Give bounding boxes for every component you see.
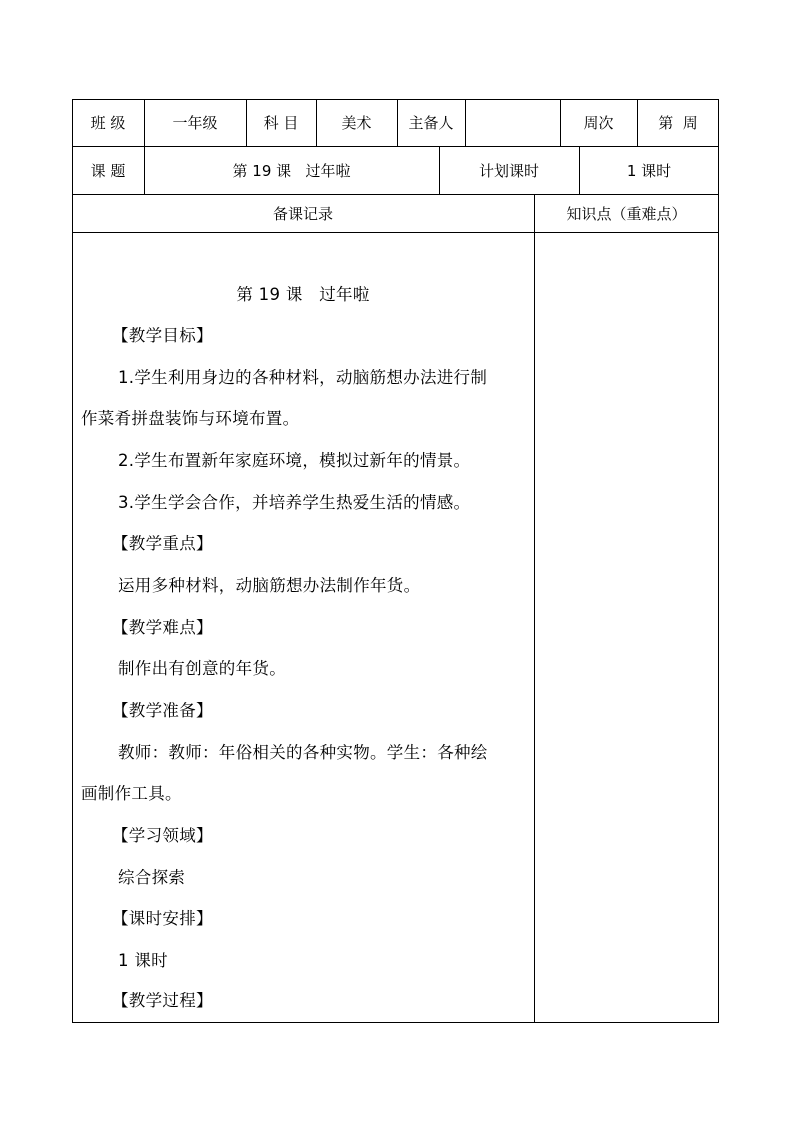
key-points-heading: 【教学重点】 — [112, 534, 213, 553]
subject-label: 科 目 — [263, 114, 299, 132]
objective-1-line2: 作菜肴拼盘装饰与环境布置。 — [81, 409, 300, 428]
planned-hours-label: 计划课时 — [478, 161, 539, 180]
topic-label: 课 题 — [90, 161, 126, 180]
objective-2: 2.学生布置新年家庭环境，模拟过新年的情景。 — [118, 451, 471, 470]
learning-domain-heading: 【学习领域】 — [112, 826, 213, 845]
lesson-title: 第 19 课 过年啦 — [236, 285, 370, 304]
preparer-label: 主备人 — [408, 114, 454, 132]
objective-3: 3.学生学会合作，并培养学生热爱生活的情感。 — [118, 493, 471, 512]
schedule-text: 1 课时 — [118, 951, 168, 970]
week-value: 第 周 — [658, 114, 698, 132]
topic-value: 第 19 课 过年啦 — [232, 161, 351, 180]
planned-hours-value: 1 课时 — [626, 161, 672, 180]
objective-1-line1: 1.学生利用身边的各种材料，动脑筋想办法进行制 — [118, 368, 488, 387]
process-heading: 【教学过程】 — [112, 991, 213, 1010]
subject-value: 美术 — [341, 114, 372, 132]
preparer-value — [465, 99, 560, 146]
difficulty-heading: 【教学难点】 — [112, 618, 213, 637]
lesson-record-content — [72, 234, 534, 1023]
preparation-line2: 画制作工具。 — [81, 784, 182, 803]
learning-domain-text: 综合探索 — [118, 868, 186, 887]
lesson-plan-table — [72, 99, 719, 1023]
lesson-record-header: 备课记录 — [272, 204, 333, 223]
preparation-line1: 教师：教师：年俗相关的各种实物。学生：各种绘 — [118, 743, 488, 762]
objectives-heading: 【教学目标】 — [112, 326, 213, 345]
class-label: 班 级 — [90, 114, 126, 132]
knowledge-points-column — [534, 233, 719, 1022]
class-value: 一年级 — [172, 114, 218, 132]
difficulty-text: 制作出有创意的年货。 — [118, 659, 286, 678]
knowledge-points-header: 知识点（重难点） — [566, 204, 687, 223]
key-points-text: 运用多种材料，动脑筋想办法制作年货。 — [118, 576, 421, 595]
week-label: 周次 — [583, 114, 614, 132]
preparation-heading: 【教学准备】 — [112, 701, 213, 720]
schedule-heading: 【课时安排】 — [112, 909, 213, 928]
